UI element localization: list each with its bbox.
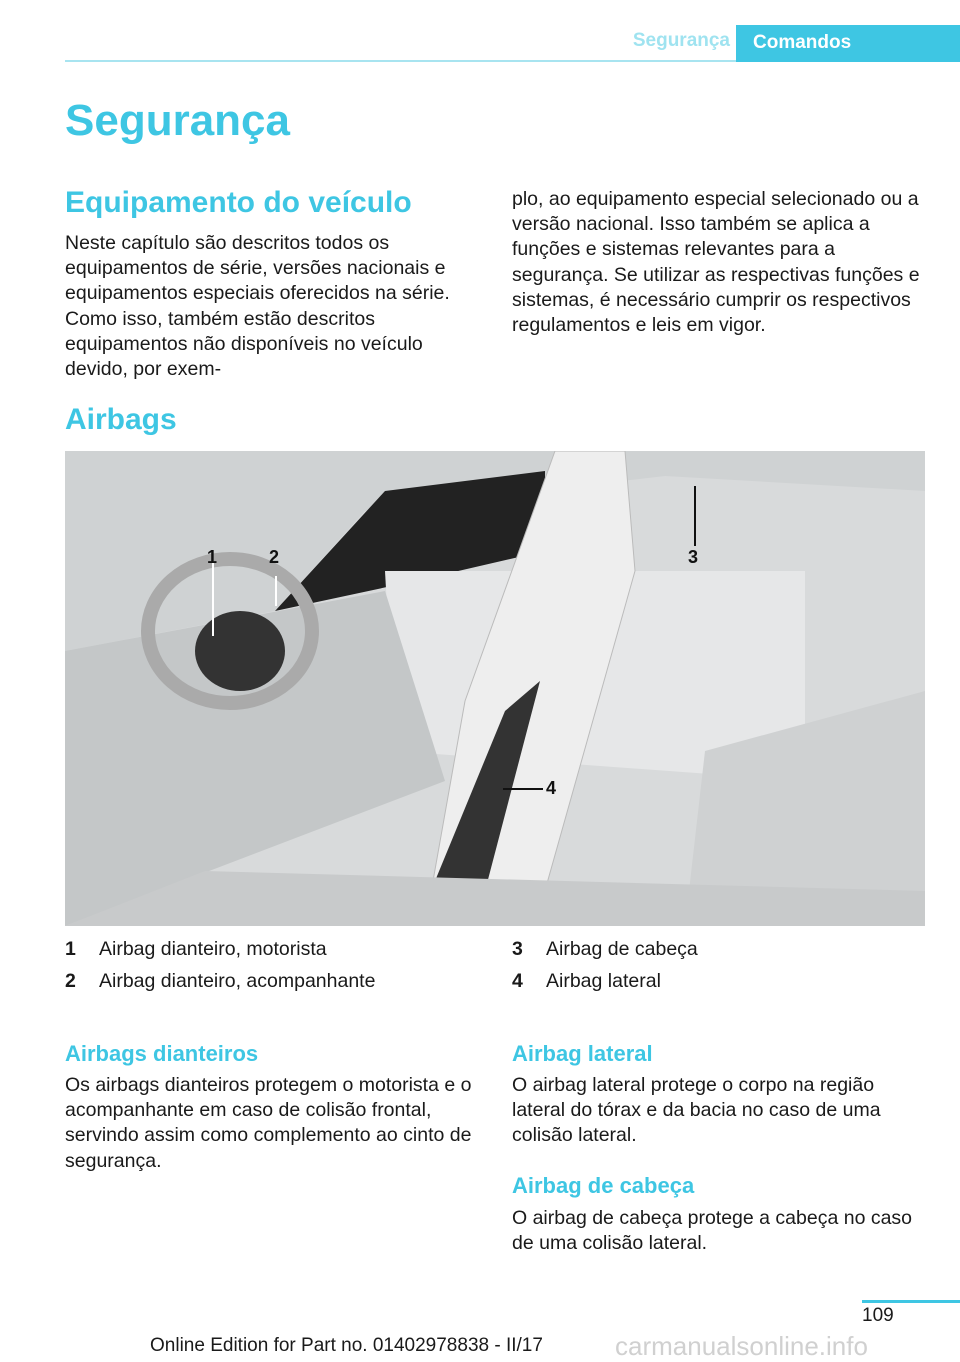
footer-rule: [862, 1300, 960, 1303]
vehicle-heading: Equipamento do veículo: [65, 186, 412, 219]
footer-edition: Online Edition for Part no. 01402978838 - II/17: [150, 1335, 543, 1356]
header-section: Segurança: [632, 30, 730, 51]
page-number: 109: [862, 1305, 894, 1326]
side-airbag-text: O airbag lateral protege o corpo na região lateral do tórax e da bacia no caso de uma colisão lateral.: [512, 1074, 881, 1147]
car-interior-drawing: [65, 451, 925, 926]
airbags-heading: Airbags: [65, 403, 177, 436]
front-airbags-heading: Airbags dianteiros: [65, 1041, 259, 1066]
legend-item: 2 Airbag dianteiro, acompanhante: [65, 970, 376, 992]
watermark: carmanualsonline.info: [615, 1331, 868, 1361]
side-airbag-heading: Airbag lateral: [512, 1041, 653, 1066]
callout-1: 1: [207, 547, 218, 567]
vehicle-text-right: plo, ao equipamento especial selecionado ou a versão nacional. Isso também se aplica a funções e sistemas relevantes para a segurança. Se utilizar as respectivas funções e sistemas, é necessário cumprir os respectivos regulamentos e leis em vigor.: [512, 188, 920, 337]
head-airbag-heading: Airbag de cabeça: [512, 1173, 695, 1198]
airbag-illustration: [65, 451, 925, 926]
vehicle-text-left: Neste capítulo são descritos todos os equipamentos de série, versões nacionais e equipamentos especiais oferecidos na série. Como isso, também estão descritos equipamentos não disponíveis no veículo devido, por exem-: [65, 232, 450, 381]
callout-2: 2: [269, 547, 280, 567]
callout-3: 3: [688, 547, 699, 567]
legend-item: 3 Airbag de cabeça: [512, 938, 698, 960]
front-airbags-text: Os airbags dianteiros protegem o motorista e o acompanhante em caso de colisão frontal, servindo assim como complemento ao cinto de segurança.: [65, 1074, 472, 1172]
page-title: Segurança: [65, 96, 290, 145]
head-airbag-text: O airbag de cabeça protege a cabeça no caso de uma colisão lateral.: [512, 1207, 913, 1255]
header-chapter-tab: Comandos: [736, 25, 960, 62]
callout-4: 4: [546, 778, 557, 798]
legend-item: 4 Airbag lateral: [512, 970, 661, 992]
legend-item: 1 Airbag dianteiro, motorista: [65, 938, 327, 960]
